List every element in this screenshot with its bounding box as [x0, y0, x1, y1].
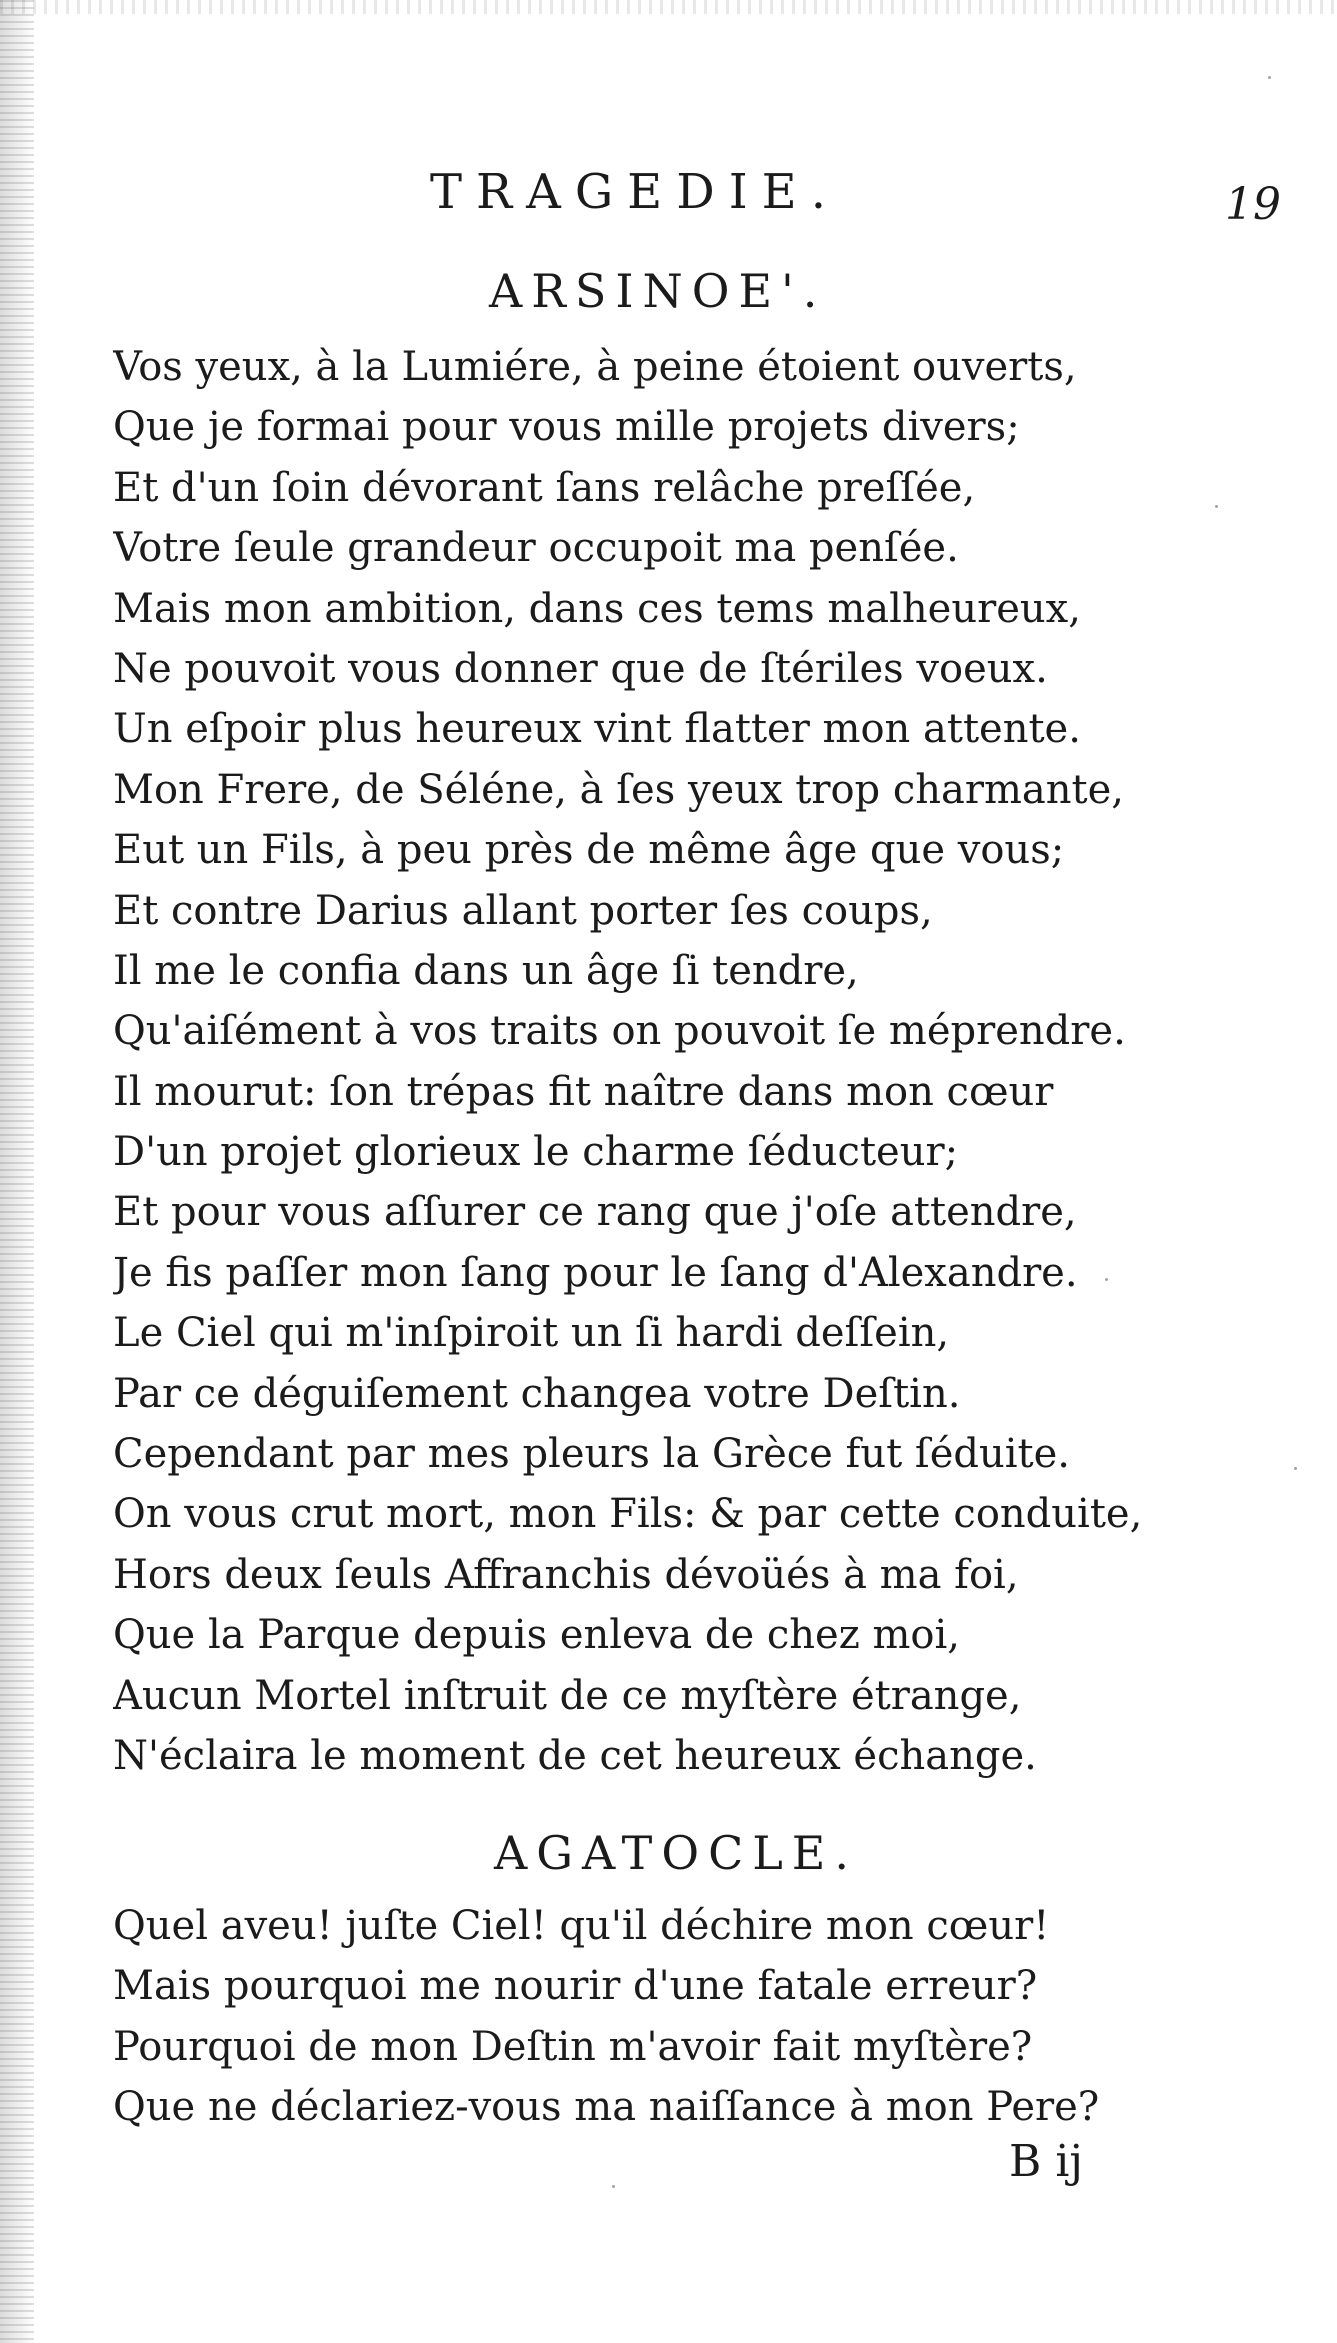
- scan-speck: [1215, 505, 1218, 508]
- agatocle-verse-block: [113, 1896, 1228, 2138]
- verse-line: Que la Parque depuis enleva de chez moi,: [113, 1612, 961, 1659]
- scan-speck: [1294, 1467, 1297, 1470]
- verse-line: Ne pouvoit vous donner que de ſtériles voeux.: [113, 645, 1048, 692]
- arsinoe-verse-block: [113, 337, 1228, 1786]
- verse-line: Quel aveu! juſte Ciel! qu'il déchire mon cœur!: [113, 1903, 1050, 1949]
- verse-line: Votre ſeule grandeur occupoit ma penſée.: [113, 525, 959, 572]
- scan-speck: [1105, 1278, 1108, 1281]
- signature-mark: B ij: [1009, 2136, 1084, 2187]
- verse-line: Que ne déclariez-vous ma naiſſance à mon Pere?: [113, 2084, 1100, 2131]
- page-number: 19: [1225, 179, 1281, 230]
- binding-edge: [0, 0, 34, 2343]
- verse-line: Pourquoi de mon Deſtin m'avoir fait myſtère?: [113, 2023, 1033, 2070]
- speaker-arsinoe: ARSINOE'.: [489, 264, 827, 318]
- verse-line: Cependant par mes pleurs la Grèce fut ſéduite.: [113, 1431, 1070, 1478]
- verse-line: Je fis paſſer mon ſang pour le ſang d'Alexandre.: [113, 1249, 1078, 1296]
- verse-line: Vos yeux, à la Lumiére, à peine étoient ouverts,: [113, 344, 1077, 390]
- verse-line: Aucun Mortel inſtruit de ce myſtère étrange,: [113, 1672, 1022, 1719]
- verse-line: Par ce déguiſement changea votre Deſtin.: [113, 1370, 961, 1417]
- verse-line: Et d'un ſoin dévorant ſans relâche preſſée,: [113, 464, 976, 511]
- verse-line: Et contre Darius allant porter ſes coups,: [113, 887, 933, 934]
- verse-line: On vous crut mort, mon Fils: & par cette conduite,: [113, 1491, 1143, 1538]
- top-scan-edge: [0, 0, 1337, 14]
- verse-line: Mais mon ambition, dans ces tems malheureux,: [113, 585, 1081, 632]
- verse-line: Que je formai pour vous mille projets divers;: [113, 404, 1020, 451]
- verse-line: D'un projet glorieux le charme ſéducteur;: [113, 1129, 959, 1176]
- scan-speck: [1268, 76, 1271, 79]
- verse-line: Mais pourquoi me nourir d'une fatale erreur?: [113, 1963, 1038, 2010]
- verse-line: Il mourut: ſon trépas fit naître dans mon cœur: [113, 1068, 1054, 1115]
- verse-line: Un eſpoir plus heureux vint flatter mon attente.: [113, 706, 1081, 753]
- verse-line: Qu'aiſément à vos traits on pouvoit ſe méprendre.: [113, 1008, 1126, 1055]
- verse-line: Mon Frere, de Séléne, à ſes yeux trop charmante,: [113, 766, 1124, 813]
- verse-line: N'éclaira le moment de cet heureux échange.: [113, 1732, 1037, 1779]
- verse-line: Eut un Fils, à peu près de même âge que vous;: [113, 827, 1065, 874]
- speaker-agatocle: AGATOCLE.: [494, 1826, 859, 1880]
- verse-line: Hors deux ſeuls Affranchis dévoüés à ma foi,: [113, 1551, 1019, 1598]
- verse-line: Le Ciel qui m'inſpiroit un ſi hardi deſſein,: [113, 1310, 950, 1357]
- verse-line: Et pour vous aſſurer ce rang que j'oſe attendre,: [113, 1189, 1077, 1236]
- scan-speck: [612, 2185, 615, 2188]
- verse-line: Il me le confia dans un âge ſi tendre,: [113, 947, 859, 994]
- running-header: TRAGEDIE.: [430, 164, 840, 220]
